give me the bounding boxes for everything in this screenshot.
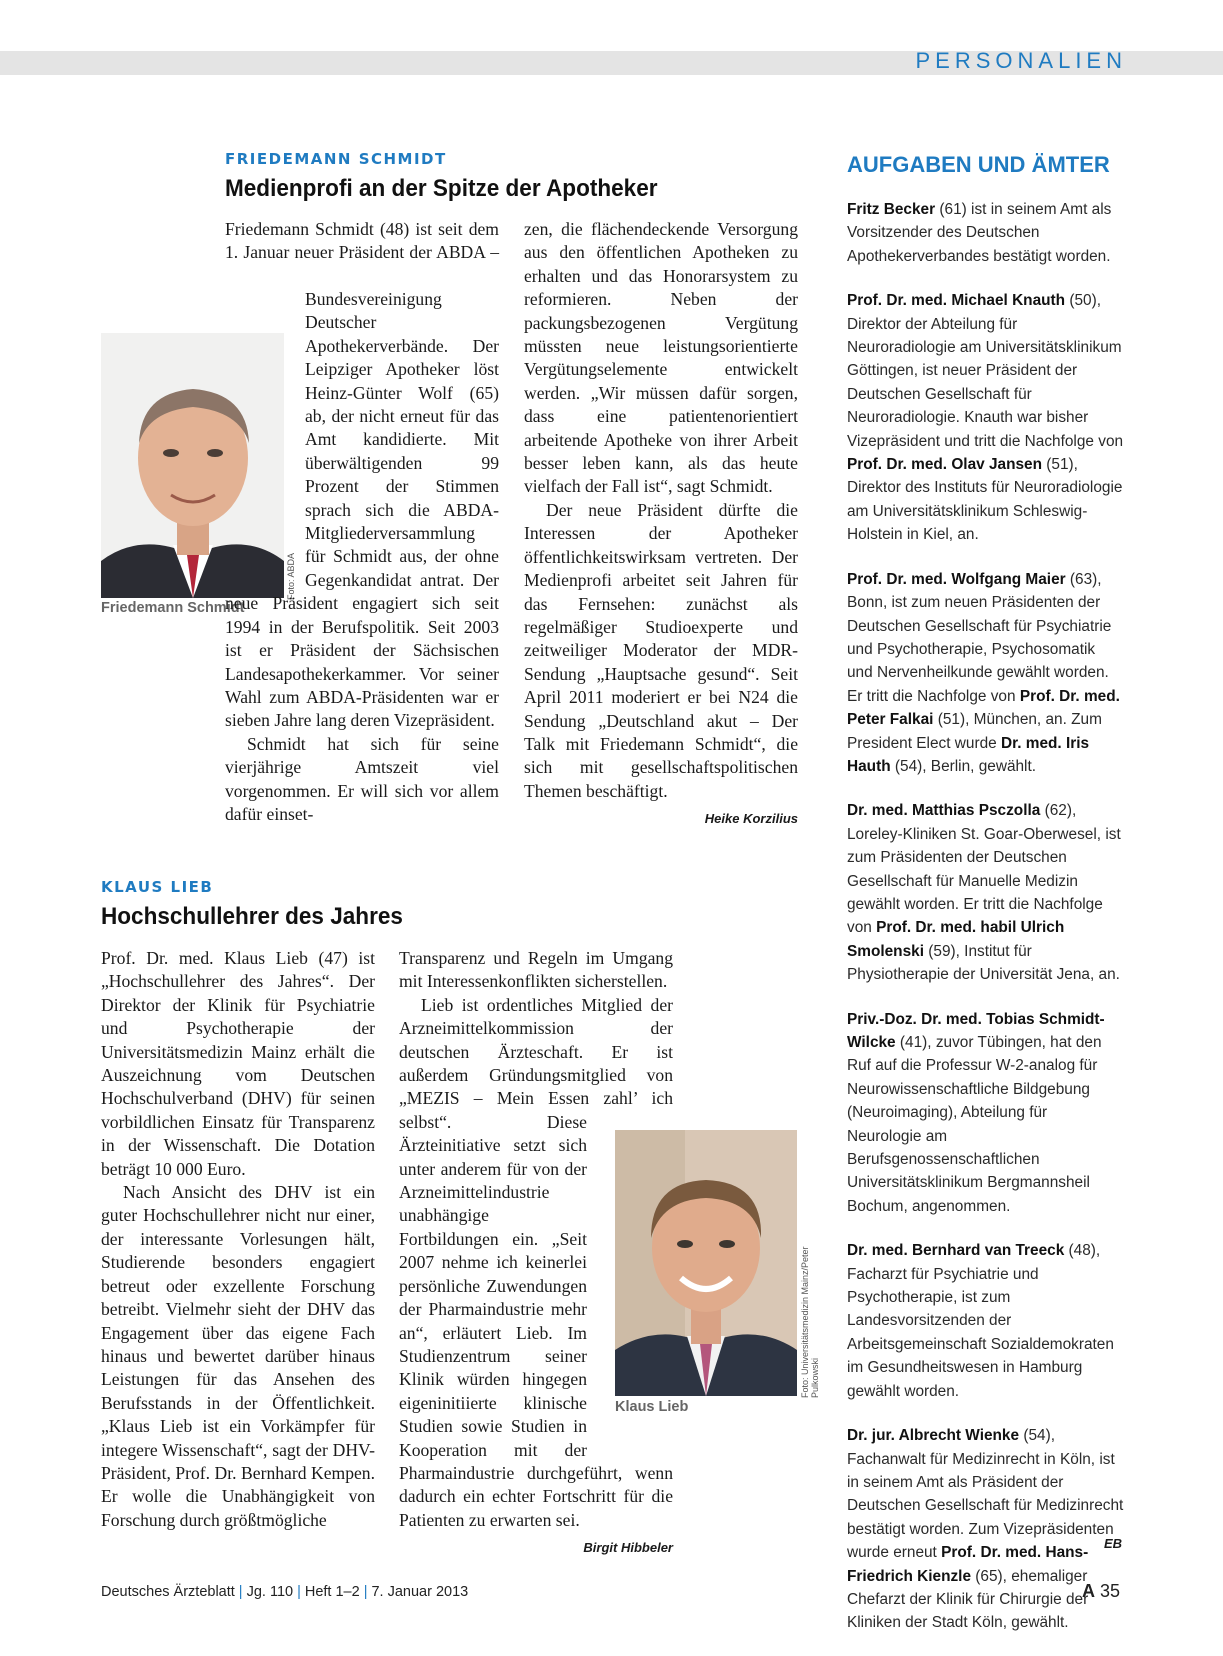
article-author: Birgit Hibbeler [583, 1540, 673, 1556]
sidebar-entry: Prof. Dr. med. Michael Knauth (50), Direktor der Abteilung für Neuroradiologie am Universitätsklinikum Göttingen, ist neuer Präsident der Deutschen Gesellschaft für Neuroradiologie. Knauth war bisher Vizepräsident und tritt die Nachfolge von Prof. Dr. med. Olav Jansen (51), Direktor des Instituts für Neuroradiologie am Universitätsklinikum Schleswig-Holstein in Kiel, an. [847, 292, 1124, 544]
article1-kicker: FRIEDEMANN SCHMIDT [225, 150, 447, 168]
article1-column-2 [524, 218, 798, 831]
sidebar-entry: Dr. med. Bernhard van Treeck (48), Facharzt für Psychiatrie und Psychotherapie, ist zum Landesvorsitzenden der Arbeitsgemeinschaft Sozialdemokraten im Gesundheitswesen in Hamburg gewählt worden. [847, 1242, 1114, 1400]
sidebar-entry: Fritz Becker (61) ist in seinem Amt als Vorsitzender des Deutschen Apothekerverbandes bestätigt worden. [847, 201, 1112, 265]
article-paragraph: Lieb ist ordentliches Mitglied der Arzneimittelkommission der deutschen Ärzteschaft. Er ist außerdem Gründungsmitglied von „MEZIS – Mein Essen zahl’ ich selbst“. Diese Ärzteinitiative setzt sich unter anderem für von der Arzneimittelindustrie unabhängige Fortbildungen ein. „Seit 2007 nehme ich keinerlei persönliche Zuwendungen der Pharmaindustrie mehr an“, erläutert Lieb. Im Studienzentrum seiner Klinik würden hingegen eigeninitiierte klinische Studien sowie Studien in Kooperation mit der Pharmaindustrie durchgeführt, wenn dadurch ein echter Fortschritt für die Patienten zu erwarten sei. [399, 994, 673, 1530]
sidebar-entry: Dr. jur. Albrecht Wienke (54), Fachanwalt für Medizinrecht in Köln, ist in seinem Amt als Präsident der Deutschen Gesellschaft für Medizinrecht bestätigt worden. Zum Vizepräsidenten wurde erneut Prof. Dr. med. Hans-Friedrich Kienzle (65), ehemaliger Chefarzt der Klinik für Chirurgie der Kliniken der Stadt Köln, gewählt. [847, 1427, 1124, 1632]
article-paragraph: Transparenz und Regeln im Umgang mit Interessenkonflikten sicherstellen. [399, 948, 673, 992]
article-paragraph: Schmidt hat sich für seine vierjährige Amtszeit viel vorgenommen. Er will sich vor allem dafür einset- [225, 733, 499, 824]
photo-caption: Friedemann Schmidt [101, 600, 245, 616]
photo-caption: Klaus Lieb [615, 1399, 689, 1415]
article-paragraph: Prof. Dr. med. Klaus Lieb (47) ist „Hochschullehrer des Jahres“. Der Direktor der Klinik für Psychiatrie und Psychotherapie der Universitätsmedizin Mainz erhält die Auszeichnung vom Deutschen Hochschulverband (DHV) für seinen vorbildlichen Einsatz für Transparenz in der Wissenschaft. Die Dotation beträgt 10 000 Euro. [101, 948, 375, 1179]
article2-headline: Hochschullehrer des Jahres [101, 903, 403, 930]
article2-column-2 [399, 947, 673, 1560]
sidebar-list [847, 198, 1124, 1656]
article-paragraph: zen, die flächendeckende Versorgung aus den öffentlichen Apotheken zu erhalten und das Honorarsystem zu reformieren. Neben der packungsbezogenen Vergütung müssten neue leistungsorientierte Vergütungselemente entwickelt werden. „Wir müssen dafür sorgen, dass eine patientenorientiert arbeitende Apotheke von ihrer Arbeit besser leben kann, als das heute vielfach der Fall ist“, sagt Schmidt. [524, 219, 798, 497]
photo-credit: Foto: ABDA [286, 552, 296, 600]
article-paragraph: Der neue Präsident dürfte die Interessen der Apotheker öffentlichkeitswirksam vertreten. Der Medienprofi arbeitet seit Jahren für das Fernsehen: zunächst als regelmäßiger Studioexperte und zeitweiliger Moderator der MDR-Sendung „Hauptsache gesund“. Seit April 2011 moderiert er bei N24 die Sendung „Deutschland akut – Der Talk mit Friedemann Schmidt“, die sich mit gesellschaftspolitischen Themen beschäftigt. [524, 499, 798, 801]
article-paragraph: Nach Ansicht des DHV ist ein guter Hochschullehrer nicht nur einer, der interessante Vorlesungen hält, Studierende besonders engagiert betreut oder exzellente Forschung betreibt. Vielmehr sieht der DHV das Engagement über das eigene Fach hinaus und bewertet darüber hinaus Leistungen für das Ansehen des Berufsstands in der Öffentlichkeit. „Klaus Lieb ist ein Vorkämpfer für integere Wissenschaft“, sagt der DHV-Präsident, Prof. Dr. Bernhard Kempen. Er wolle die Unabhängigkeit von Forschung durch größtmögliche [101, 1182, 375, 1530]
journal-volume: Jg. 110 [246, 1584, 294, 1600]
sidebar-entry: Prof. Dr. med. Wolfgang Maier (63), Bonn, ist zum neuen Präsidenten der Deutschen Gesellschaft für Psychiatrie und Psychotherapie, Psychosomatik und Nervenheilkunde gewählt worden. Er tritt die Nachfolge von Prof. Dr. med. Peter Falkai (51), München, an. Zum President Elect wurde Dr. med. Iris Hauth (54), Berlin, gewählt. [847, 570, 1120, 775]
sidebar-entry: Dr. med. Matthias Psczolla (62), Loreley-Kliniken St. Goar-Oberwesel, ist zum Präsidenten der Deutschen Gesellschaft für Manuelle Medizin gewählt worden. Er tritt die Nachfolge von Prof. Dr. med. habil Ulrich Smolenski (59), Institut für Physiotherapie der Universität Jena, an. [847, 802, 1121, 984]
article2-column-1 [101, 947, 375, 1532]
article1-headline: Medienprofi an der Spitze der Apotheker [225, 175, 658, 202]
journal-issue: Heft 1–2 [304, 1584, 360, 1600]
journal-date: 7. Januar 2013 [371, 1584, 469, 1600]
article-author: Heike Korzilius [704, 811, 798, 827]
article-paragraph: Friedemann Schmidt (48) ist seit dem 1. Januar neuer Präsident der ABDA – Bundesvereinigung Deutscher Apothekerverbände. Der Leipziger Apotheker löst Heinz-Günter Wolf (65) ab, der nicht erneut für das Amt kandidierte. Mit überwältigenden 99 Prozent der Stimmen sprach sich die ABDA-Mitgliederversammlung für Schmidt aus, der ohne Gegenkandidat antrat. Der neue Präsident engagiert sich seit 1994 in der Berufspolitik. Seit 2003 ist er Präsident der Sächsischen Landesapothekerkammer. Vor seiner Wahl zum ABDA-Präsidenten war er sieben Jahre lang deren Vizepräsident. [225, 219, 499, 731]
page-number: A 35 [1081, 1581, 1120, 1601]
sidebar-title: AUFGABEN UND ÄMTER [847, 152, 1110, 177]
sidebar-signature: EB [1104, 1536, 1123, 1551]
footer-citation: Deutsches Ärzteblatt | Jg. 110 | Heft 1–2 | 7. Januar 2013 [101, 1584, 469, 1600]
article1-column-1 [225, 218, 499, 826]
sidebar-entry: Priv.-Doz. Dr. med. Tobias Schmidt-Wilcke (41), zuvor Tübingen, hat den Ruf auf die Professur W-2-analog für Neurowissenschaftliche Bildgebung (Neuroimaging), Abteilung für Neurologie am Berufsgenossenschaftlichen Universitätsklinikum Bergmannsheil Bochum, angenommen. [847, 1010, 1105, 1215]
photo-credit: Foto: Universitätsmedizin Mainz/Peter Pulkowski [800, 1246, 820, 1398]
section-label: PERSONALIEN [915, 48, 1127, 73]
article2-kicker: KLAUS LIEB [101, 878, 214, 896]
journal-name: Deutsches Ärzteblatt [101, 1584, 235, 1600]
